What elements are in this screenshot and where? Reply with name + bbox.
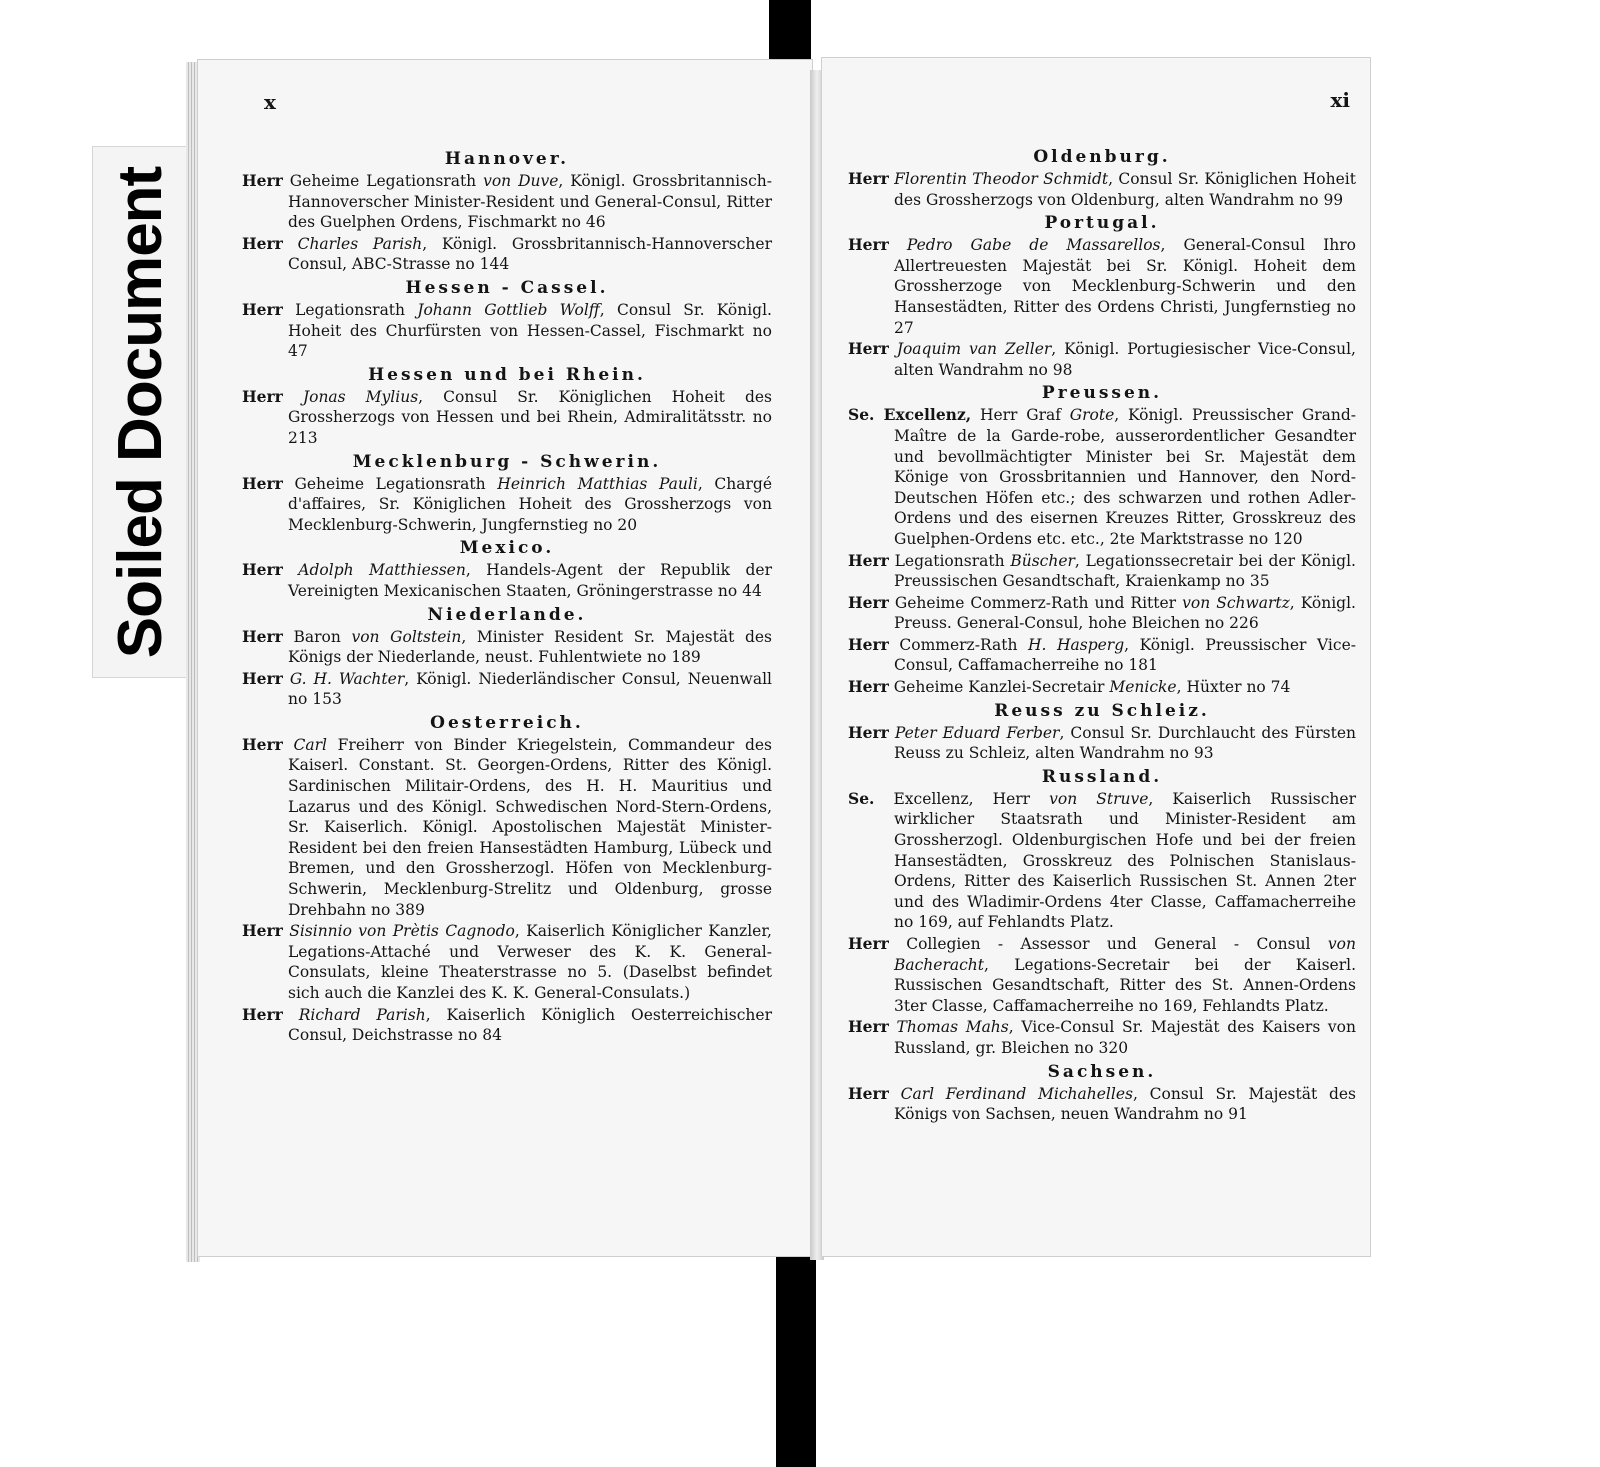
entry-rank: Legationsrath: [894, 551, 1005, 570]
consul-entry: [242, 1005, 772, 1046]
entry-rank: Excellenz, Herr: [893, 789, 1031, 808]
consul-entry: [848, 235, 1356, 338]
entry-name: von Schwartz: [1182, 593, 1290, 612]
entry-rank: Geheime Kanzlei-Secretair: [893, 678, 1105, 697]
consul-entry: [848, 1017, 1356, 1058]
consul-entry: [242, 735, 772, 920]
entry-name: Florentin Theodor Schmidt: [894, 170, 1109, 188]
entry-name: Thomas Mahs: [896, 1018, 1009, 1037]
entry-text: , Königl. Niederländischer Consul, Neuenwall no 153: [288, 669, 772, 709]
consul-entry: [848, 789, 1356, 933]
entry-name: H. Hasperg: [1028, 635, 1125, 654]
section-heading: Hessen - Cassel.: [405, 277, 609, 298]
entry-rank: Collegien - Assessor und General - Consul: [906, 935, 1311, 953]
entry-name: von Goltstein: [351, 627, 462, 646]
consul-entry: [848, 339, 1356, 380]
entry-rank: Herr Graf: [979, 406, 1061, 425]
consul-entry: [242, 669, 772, 710]
right-page-number: xi: [1330, 88, 1350, 112]
entry-title: Herr: [848, 339, 889, 359]
stamp-label: Soiled Document: [106, 166, 176, 658]
consul-entry: [242, 387, 772, 449]
entry-name: Carl Ferdinand Michahelles: [900, 1084, 1133, 1103]
consul-entry: [242, 921, 772, 1003]
entry-title: Herr: [242, 1004, 283, 1024]
entry-title: Herr: [848, 722, 889, 742]
section-heading: Hannover.: [444, 149, 570, 169]
entry-rank: Geheime Commerz-Rath und Ritter: [894, 593, 1177, 612]
section-heading: Sachsen.: [1047, 1061, 1157, 1082]
entry-rank: Legationsrath: [295, 300, 406, 319]
consul-entry: [848, 635, 1356, 676]
entry-title: Se. Excellenz,: [848, 405, 972, 425]
entry-text: , Consul Sr. Durchlaucht des Fürsten Reuss zu Schleiz, alten Wandrahm no 93: [894, 723, 1356, 763]
entry-text: , Königl. Preussischer Grand-Maître de la Garde-robe, ausserordentlicher Gesandter und bevollmächtigter Minister bei Sr. Majestät dem Könige von Grossbritannien und Hannover, den Nord-Deutschen Höfen etc.; des schwarzen und rothen Adler-Ordens und des eisernen Kreuzes Ritter, Grosskreuz des Guelphen-Ordens etc. etc., 2te Marktstrasse no 120: [894, 406, 1356, 548]
entry-name: Sisinnio von Prètis Cagnodo: [289, 922, 515, 941]
entry-rank: Geheime Legationsrath: [289, 172, 477, 190]
left-page-content: [242, 146, 772, 1047]
entry-name: Johann Gottlieb Wolff: [417, 300, 600, 319]
consul-entry: [242, 234, 772, 275]
entry-text: , Hüxter no 74: [1176, 678, 1291, 697]
entry-text: , Königl. Grossbritannisch-Hannoverscher Minister-Resident und General-Consul, Ritter des Guelphen Ordens, Fischmarkt no 46: [288, 172, 772, 232]
entry-title: Herr: [242, 473, 283, 493]
entry-name: Heinrich Matthias Pauli: [497, 474, 698, 493]
entry-name: G. H. Wachter: [289, 669, 405, 688]
entry-name: Grote: [1069, 406, 1115, 425]
entry-text: , Königl. Portugiesischer Vice-Consul, alten Wandrahm no 98: [894, 340, 1356, 379]
consul-entry: [242, 627, 772, 668]
entry-name: von Bacheracht: [894, 935, 1356, 974]
entry-title: Herr: [242, 171, 283, 190]
section-heading: Russland.: [1041, 766, 1163, 787]
entry-title: Herr: [848, 1083, 889, 1103]
entry-title: Herr: [242, 668, 283, 688]
entry-text: , Kaiserlich Königlicher Kanzler, Legations-Attaché und Verweser des K. K. General-Consulats, kleine Theaterstrasse no 5. (Daselbst befindet sich auch die Kanzlei des K. K. General-Consulats.): [288, 922, 772, 1002]
entry-text: , Königl. Preussischer Vice-Consul, Caffamacherreihe no 181: [894, 635, 1356, 675]
entry-text: , Legations-Secretair bei der Kaiserl. Russischen Gesandtschaft, Ritter des St. Annen-Ordens 3ter Classe, Caffamacherreihe no 169, Fehlandts Platz.: [894, 955, 1356, 1015]
consul-entry: [848, 405, 1356, 549]
entry-name: Pedro Gabe de Massarellos: [906, 236, 1161, 255]
entry-title: Herr: [848, 677, 889, 697]
entry-title: Herr: [848, 169, 889, 188]
entry-name: Adolph Matthiessen: [298, 561, 466, 580]
entry-rank: Commerz-Rath: [899, 635, 1018, 654]
consul-entry: [848, 169, 1356, 210]
consul-entry: [848, 1084, 1356, 1125]
entry-text: , Vice-Consul Sr. Majestät des Kaisers von Russland, gr. Bleichen no 320: [894, 1018, 1356, 1057]
entry-name: Carl: [293, 735, 327, 754]
consul-entry: [242, 171, 772, 233]
entry-name: Peter Eduard Ferber: [894, 723, 1060, 742]
consul-entry: [848, 723, 1356, 764]
left-page: [198, 60, 812, 1256]
entry-name: Richard Parish: [298, 1005, 426, 1024]
entry-rank: Geheime Legationsrath: [294, 474, 486, 493]
consul-entry: [848, 934, 1356, 1016]
entry-name: Joaquim van Zeller: [896, 340, 1052, 359]
entry-text: , Königl. Preuss. General-Consul, hohe Bleichen no 226: [894, 593, 1356, 633]
entry-text: Freiherr von Binder Kriegelstein, Commandeur des Kaiserl. Constant. St. Georgen-Ordens, Ritter des Königl. Sardinischen Militair-Ordens, des H. H. Mauritius und Lazarus und des Königl. Schwedischen Nord-Stern-Ordens, Sr. Kaiserlich. Königl. Apostolischen Majestät Minister-Resident bei den freien Hansestädten Hamburg, Lübeck und Bremen, und den Grossherzogl. Höfen von Mecklenburg-Schwerin, Mecklenburg-Strelitz und Oldenburg, grosse Drehbahn no 389: [288, 735, 772, 919]
entry-title: Herr: [848, 550, 889, 570]
consul-entry: [242, 474, 772, 536]
consul-entry: [848, 593, 1356, 634]
entry-title: Herr: [848, 634, 889, 654]
entry-text: , Minister Resident Sr. Majestät des Königs der Niederlande, neust. Fuhlentwiete no 189: [288, 627, 772, 667]
entry-title: Herr: [242, 233, 283, 253]
entry-title: Herr: [848, 934, 889, 953]
entry-title: Herr: [242, 921, 283, 941]
entry-text: , Kaiserlich Russischer wirklicher Staatsrath und Minister-Resident am Grossherzogl. Oldenburgischen Hofe und bei der freien Hansestädten, Grosskreuz des Polnischen Stanislaus-Ordens, Ritter des Kaiserlich Russischen St. Annen 2ter und des Wladimir-Ordens 4ter Classe, Caffamacherreihe no 169, auf Fehlandts Platz.: [894, 789, 1356, 932]
consul-entry: [848, 551, 1356, 592]
entry-title: Herr: [242, 386, 283, 406]
entry-title: Herr: [242, 626, 283, 646]
entry-title: Herr: [848, 235, 889, 255]
entry-name: Menicke: [1109, 678, 1177, 697]
section-heading: Oesterreich.: [430, 712, 584, 733]
consul-entry: [242, 560, 772, 601]
entry-text: , Consul Sr. Königlichen Hoheit des Grossherzogs von Oldenburg, alten Wandrahm no 99: [894, 170, 1356, 209]
section-heading: Mexico.: [459, 538, 555, 559]
entry-title: Herr: [848, 1017, 889, 1037]
entry-name: von Duve: [483, 172, 559, 190]
entry-title: Se.: [848, 788, 875, 808]
consul-entry: [848, 677, 1356, 698]
left-page-number: x: [264, 90, 276, 114]
section-heading: Niederlande.: [427, 604, 587, 625]
consul-entry: [242, 300, 772, 362]
entry-text: , Kaiserlich Königlich Oesterreichischer Consul, Deichstrasse no 84: [288, 1005, 773, 1045]
entry-name: Büscher: [1010, 551, 1075, 570]
entry-text: , Consul Sr. Königlichen Hoheit des Grossherzogs von Hessen und bei Rhein, Admiralitätsstr. no 213: [288, 387, 772, 447]
entry-text: , Consul Sr. Majestät des Königs von Sachsen, neuen Wandrahm no 91: [894, 1084, 1357, 1124]
entry-text: , Legationssecretair bei der Königl. Preussischen Gesandtschaft, Kraienkamp no 35: [894, 551, 1356, 591]
entry-name: von Struve: [1049, 789, 1149, 808]
section-heading: Reuss zu Schleiz.: [994, 700, 1210, 721]
right-page: [822, 58, 1370, 1256]
spine-strap-bottom: [776, 1243, 816, 1467]
entry-text: , General-Consul Ihro Allertreuesten Majestät bei Sr. Königl. Hoheit dem Grossherzoge von Mecklenburg-Schwerin und den Hansestädten, Ritter des Ordens Christi, Jungfernstieg no 27: [894, 236, 1356, 337]
entry-title: Herr: [242, 560, 283, 580]
entry-rank: Baron: [293, 627, 341, 646]
soiled-document-stamp: [92, 146, 190, 678]
section-heading: Preussen.: [1041, 383, 1163, 404]
entry-text: , Handels-Agent der Republik der Vereinigten Mexicanischen Staaten, Gröningerstrasse no 44: [288, 561, 773, 600]
entry-name: Jonas Mylius: [302, 387, 419, 406]
section-heading: Oldenburg.: [1033, 147, 1171, 167]
entry-name: Charles Parish: [297, 234, 423, 253]
section-heading: Hessen und bei Rhein.: [368, 364, 646, 385]
entry-text: , Königl. Grossbritannisch-Hannoverscher Consul, ABC-Strasse no 144: [288, 234, 772, 274]
section-heading: Mecklenburg - Schwerin.: [352, 451, 662, 472]
entry-title: Herr: [242, 734, 283, 754]
right-page-content: [848, 144, 1356, 1126]
entry-text: , Chargé d'affaires, Sr. Königlichen Hoheit des Grossherzogs von Mecklenburg-Schwerin, Jungfernstieg no 20: [288, 474, 772, 534]
section-heading: Portugal.: [1044, 213, 1160, 234]
entry-title: Herr: [848, 592, 889, 612]
entry-title: Herr: [242, 299, 283, 319]
entry-text: , Consul Sr. Königl. Hoheit des Churfürsten von Hessen-Cassel, Fischmarkt no 47: [288, 300, 772, 361]
